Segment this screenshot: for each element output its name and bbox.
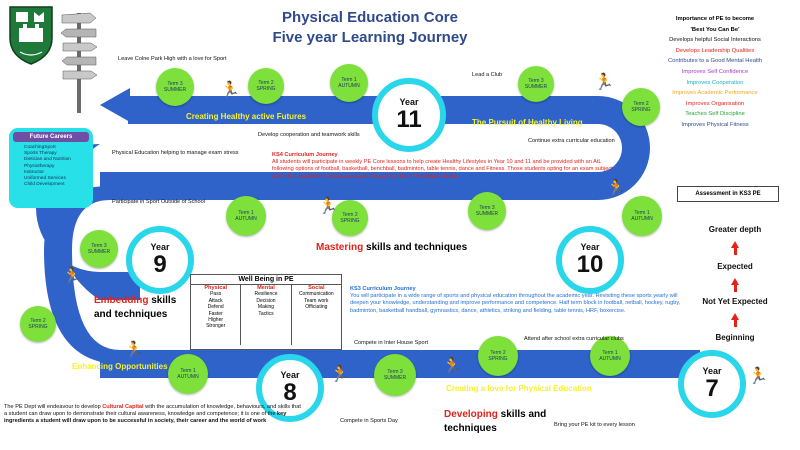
runner-icon: 🏃 xyxy=(124,342,144,359)
future-careers-title: Future Careers xyxy=(13,132,89,142)
ks3-curriculum: KS3 Curriculum Journey You will participate in a wide range of sports and physical education throughout the academic year. Revisiting these sports yearly will deepen your knowledge, understanding and improve performance and competence. Half term block in football, netball, hockey, rugby, badminton, basketball handball, gymnastics, dance, athletics, striking and fielding, table tennis, HRF, boxercise. xyxy=(350,286,681,314)
career-item: Sports Therapy xyxy=(24,151,57,157)
page-title: Physical Education Core xyxy=(282,9,458,26)
runner-icon: 🏃 xyxy=(330,366,350,383)
career-item: Physiotherapy xyxy=(24,163,55,169)
term-circle-y11-autumn: Term 1 AUTUMN xyxy=(330,64,368,102)
importance-item: Contributes to a Good Mental Health xyxy=(667,58,763,65)
runner-icon: 🏃 xyxy=(220,82,240,99)
note-extra-curricular: Continue extra curricular education xyxy=(528,138,615,144)
importance-item: Teaches Self Discipline xyxy=(685,111,745,118)
up-arrow-icon xyxy=(731,313,739,320)
note-cooperation: Develop cooperation and teamwork skills xyxy=(258,132,360,138)
runner-icon: 🏃 xyxy=(62,268,82,285)
embedding-heading: Embedding skills and techniques xyxy=(94,295,177,320)
term-circle-y11-spring: Term 2 SPRING xyxy=(248,68,284,104)
term-circle-y10-summer: Term 3 SUMMER xyxy=(518,66,554,102)
importance-item: Improves Cooperation xyxy=(686,79,744,86)
cultural-capital-text: The PE Dept will endeavour to develop Cultural Capital with the accumulation of knowledge, behaviours, and skills that a student can draw upon to demonstrate their cultural awareness, knowledge and competence; it is one of the key ingredients a student will draw upon to be successful in society, their career and the world of work xyxy=(4,404,301,425)
year-11-circle: Year 11 xyxy=(372,78,446,152)
term-circle-y7-spring: Term 2 SPRING xyxy=(478,336,518,376)
assessment-level-expected: Expected xyxy=(717,262,753,271)
runner-icon: 🏃 xyxy=(606,180,626,197)
importance-item: Develops Leadership Qualities xyxy=(675,47,755,54)
importance-item: Improves Physical Fitness xyxy=(681,121,749,128)
road-label-love-pe: Creating a love for Physical Education xyxy=(446,384,592,393)
runner-icon: 🏃 xyxy=(442,358,462,375)
note-exam-stress: Physical Education helping to manage exam stress xyxy=(112,150,239,156)
wellbeing-col-mental: Mental Resilience Decision Making Tactics xyxy=(241,285,291,345)
term-circle-y9-spring: Term 2 SPRING xyxy=(332,200,368,236)
wellbeing-col-physical: Physical Pass Attack Defend Faster Higher Stronger xyxy=(191,285,241,345)
note-lead-club: Lead a Club xyxy=(472,72,503,78)
year-8-circle: Year 8 xyxy=(256,354,324,422)
term-circle-y10-autumn: Term 1 AUTUMN xyxy=(622,196,662,236)
term-circle-y11-summer: Term 3 SUMMER xyxy=(156,68,194,106)
up-arrow-icon xyxy=(731,241,739,248)
term-circle-y8-spring: Term 2 SPRING xyxy=(20,306,56,342)
career-item: CoachingSport xyxy=(24,145,56,150)
importance-item: Improves Self Confidence xyxy=(681,68,749,75)
career-item: Instructor xyxy=(24,169,44,175)
career-item: Uniformed Services xyxy=(24,176,66,182)
leave-school-note: Leave Colne Park High with a love for Sport xyxy=(118,56,227,62)
note-inter-house: Compete in Inter House Sport xyxy=(354,340,428,346)
assessment-level-beginning: Beginning xyxy=(715,333,755,342)
assessment-level-not-yet-expected: Not Yet Expected xyxy=(702,297,768,306)
term-circle-y7-autumn: Term 1 AUTUMN xyxy=(590,336,630,376)
term-circle-y8-summer: Term 3 SUMMER xyxy=(80,230,118,268)
road-label-healthy-living: The Pursuit of Healthy Living xyxy=(472,118,583,127)
term-circle-y10-spring: Term 2 SPRING xyxy=(622,88,660,126)
importance-item: Develops helpful Social Interactions xyxy=(669,37,761,44)
runner-icon: 🏃 xyxy=(318,198,338,215)
future-careers-panel xyxy=(9,128,93,208)
page-subtitle: Five year Learning Journey xyxy=(272,29,468,46)
note-outside-school: Participate in Sport Outside of School xyxy=(112,199,205,205)
importance-item: Improves Organisation xyxy=(685,100,745,107)
assessment-level-greater-depth: Greater depth xyxy=(708,225,762,234)
up-arrow-icon xyxy=(731,278,739,285)
year-7-circle: Year 7 xyxy=(678,350,746,418)
note-pe-kit: Bring your PE kit to every lesson xyxy=(554,422,635,428)
term-circle-y9-autumn: Term 1 AUTUMN xyxy=(226,196,266,236)
note-after-school: Attend after school extra curricular clubs xyxy=(524,336,624,342)
note-sports-day: Compete in Sports Day xyxy=(340,418,398,424)
career-item: Dietician and Nutrition xyxy=(24,157,71,163)
importance-item: Improves Academic Performance xyxy=(672,90,758,97)
importance-title: Importance of PE to become xyxy=(675,16,755,22)
runner-icon: 🏃 xyxy=(748,368,768,385)
ks4-curriculum: KS4 Curriculum Journey All students will participate in weekly PE Core lessons to help create Healthy Lifestyles in Year 10 and 11 and be provided with an AtL following options of football, basketball, benchball, badminton, table tennis, dance and Fitness. Those students opting for an exam subject within the department will be assessed through GCSE or Vocational criteria. xyxy=(272,152,613,180)
developing-heading: Developing skills and techniques xyxy=(444,409,547,434)
wellbeing-table xyxy=(190,274,342,350)
assessment-title: Assessment in KS3 PE xyxy=(677,186,779,202)
wellbeing-col-social: Social Communication Team work Officiating xyxy=(298,285,334,311)
year-10-circle: Year 10 xyxy=(556,226,624,294)
runner-icon: 🏃 xyxy=(594,74,614,91)
importance-panel xyxy=(640,14,790,131)
term-circle-y8-autumn: Term 1 AUTUMN xyxy=(168,354,208,394)
term-circle-y9-summer: Term 3 SUMMER xyxy=(468,192,506,230)
mastering-heading: Mastering skills and techniques xyxy=(316,242,468,253)
wellbeing-title: Well Being in PE xyxy=(191,275,341,285)
term-circle-y7-summer: Term 3 SUMMER xyxy=(374,354,416,396)
year-9-circle: Year 9 xyxy=(126,226,194,294)
road-label-enhancing: Enhancing Opportunities xyxy=(72,362,168,371)
importance-subtitle: 'Best You Can Be' xyxy=(690,26,740,33)
road-label-healthy-futures: Creating Healthy active Futures xyxy=(186,112,307,121)
career-item: Child Development xyxy=(24,182,65,188)
